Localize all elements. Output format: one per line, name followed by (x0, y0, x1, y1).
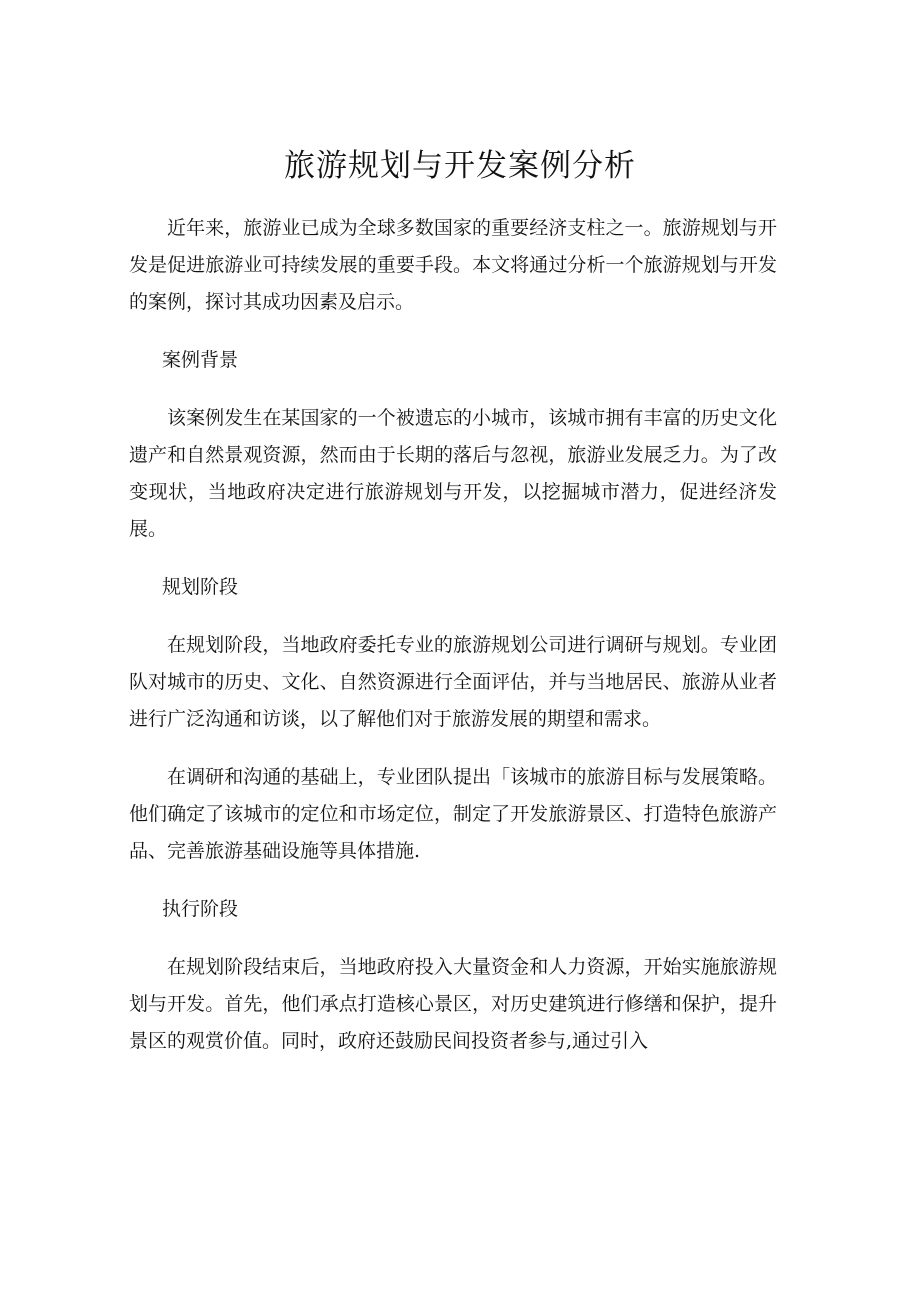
section-heading-planning: 规划阶段 (162, 576, 239, 598)
planning-paragraph-1: 在规划阶段，当地政府委托专业的旅游规划公司进行调研与规划。专业团队对城市的历史、文化、自然资源进行全面评估，并与当地居民、旅游从业者进行广泛沟通和访谈，以了解他们对于旅游发展的期望和需求。 (129, 634, 777, 730)
document-body (129, 210, 777, 1081)
document-title: 旅游规划与开发案例分析 (284, 148, 636, 184)
section-heading-execution: 执行阶段 (162, 898, 239, 920)
planning-paragraph-2: 在调研和沟通的基础上，专业团队提出「该城市的旅游目标与发展策略。他们确定了该城市的定位和市场定位，制定了开发旅游景区、打造特色旅游产品、完善旅游基础设施等具体措施. (129, 766, 777, 862)
background-paragraph: 该案例发生在某国家的一个被遗忘的小城市，该城市拥有丰富的历史文化遗产和自然景观资源，然而由于长期的落后与忽视，旅游业发展乏力。为了改变现状，当地政府决定进行旅游规划与开发，以挖掘城市潜力，促进经济发展。 (129, 407, 777, 540)
execution-paragraph: 在规划阶段结束后，当地政府投入大量资金和人力资源，开始实施旅游规划与开发。首先，他们承点打造核心景区，对历史建筑进行修缮和保护，提升景区的观赏价值。同时，政府还鼓励民间投资者参与,通过引入 (129, 956, 777, 1052)
section-heading-background: 案例背景 (162, 349, 239, 371)
intro-paragraph: 近年来，旅游业已成为全球多数国家的重要经济支柱之一。旅游规划与开发是促进旅游业可持续发展的重要手段。本文将通过分析一个旅游规划与开发的案例，探讨其成功因素及启示。 (129, 217, 777, 313)
